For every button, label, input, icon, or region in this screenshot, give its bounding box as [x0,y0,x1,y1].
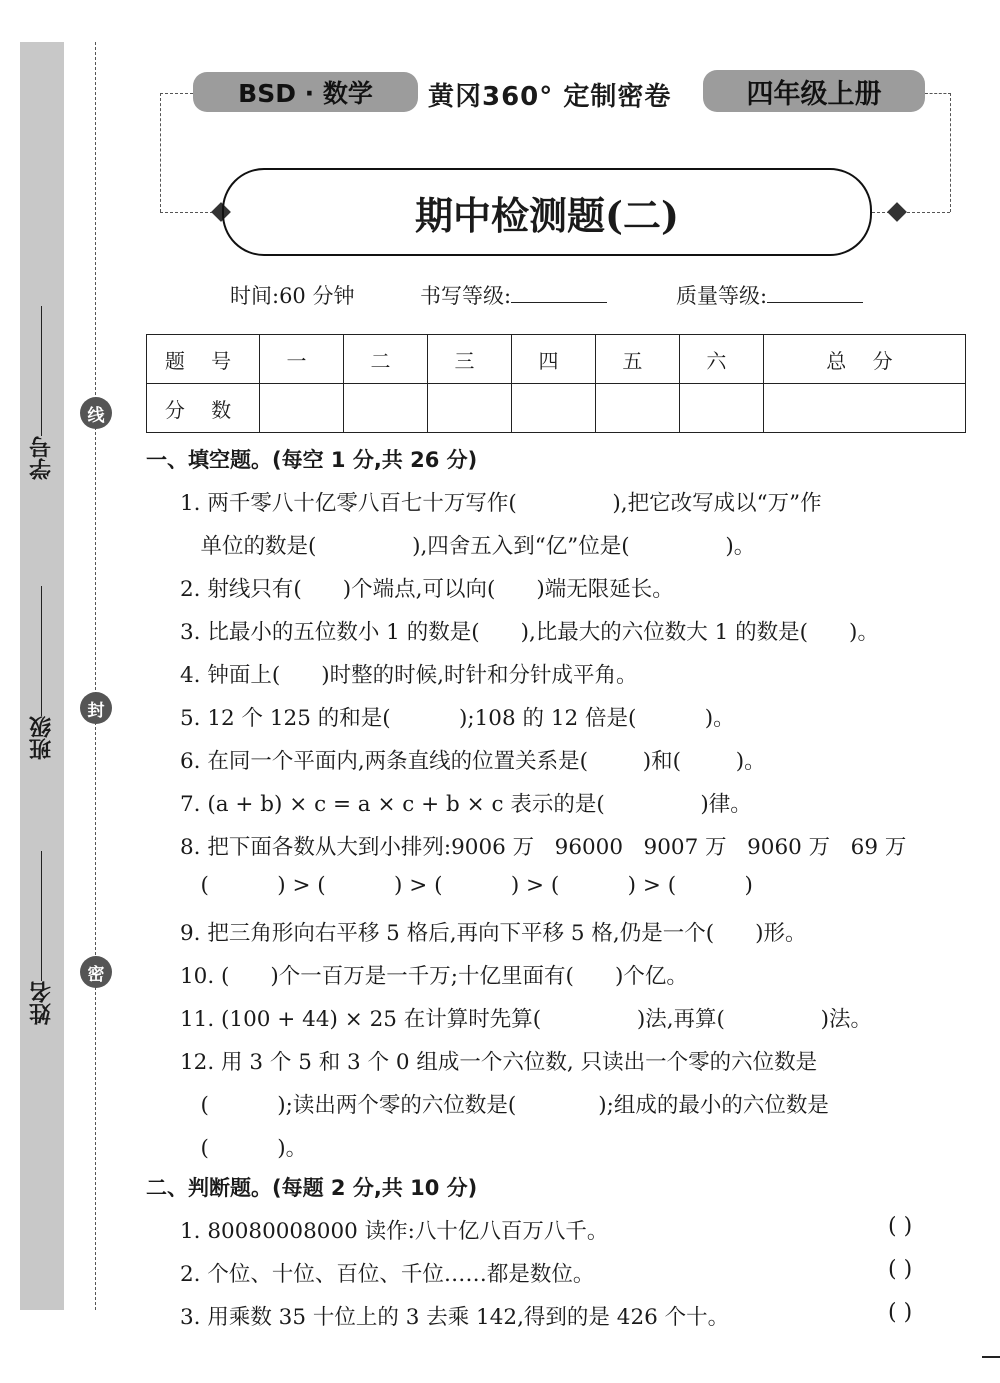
table-header-cell: 二 [343,335,427,384]
answer-paren[interactable]: ( ) [888,1257,913,1282]
dashed-connector [160,93,161,212]
diamond-ornament [887,202,907,222]
student-id-field [22,290,62,480]
score-cell[interactable] [763,384,965,433]
class-field [22,570,62,760]
grade-pill: 四年级上册 [703,70,925,112]
question-line: 8. 把下面各数从大到小排列:9006 万 96000 9007 万 9060 万 69 万 [180,835,907,860]
score-table-header-row [147,335,966,384]
class-blank[interactable] [42,586,43,716]
page-edge-mark [982,1356,1000,1358]
judgement-item: 2. 个位、十位、百位、千位……都是数位。 [180,1262,595,1287]
question-line: 7. (a + b) × c = a × c + b × c 表示的是( )律。 [180,792,752,817]
cut-line [95,42,96,1310]
question-line: 4. 钟面上( )时整的时候,时针和分针成平角。 [180,663,638,688]
subject-pill: BSD · 数学 [193,72,418,112]
question-line: 11. (100 + 44) × 25 在计算时先算( )法,再算( )法。 [180,1007,873,1032]
question-line: 1. 两千零八十亿零八百七十万写作( ),把它改写成以“万”作 [180,491,822,516]
score-cell[interactable] [260,384,344,433]
series-title: 黄冈360° 定制密卷 [428,82,672,112]
score-cell[interactable] [679,384,763,433]
table-header-cell: 总 分 [763,335,965,384]
question-line: 5. 12 个 125 的和是( );108 的 12 倍是( )。 [180,706,735,731]
exam-title [222,168,872,256]
table-header-cell: 题 号 [147,335,260,384]
exam-title-text: 期中检测题(二) [415,192,679,238]
score-cell[interactable] [427,384,511,433]
section2-title: 二、判断题。(每题 2 分,共 10 分) [146,1176,478,1200]
student-id-label: 学号 [29,436,55,480]
quality-grade [676,280,863,310]
table-header-cell: 五 [595,335,679,384]
dashed-connector [160,93,193,94]
score-row-label: 分 数 [147,384,260,433]
question-line: 9. 把三角形向右平移 5 格后,再向下平移 5 格,仍是一个( )形。 [180,921,807,946]
seal-line: 线 [80,397,112,429]
question-line: 10. ( )个一百万是一千万;十亿里面有( )个亿。 [180,964,688,989]
quality-grade-label: 质量等级: [676,284,768,308]
table-header-cell: 四 [511,335,595,384]
writing-grade-blank[interactable] [511,302,607,303]
judgement-item: 1. 80080008000 读作:八十亿八百万八千。 [180,1219,609,1244]
question-line: 单位的数是( ),四舍五入到“亿”位是( )。 [180,534,756,559]
dashed-connector [925,93,951,94]
dashed-connector [872,212,950,213]
table-header-cell: 三 [427,335,511,384]
answer-paren[interactable]: ( ) [888,1300,913,1325]
quality-grade-blank[interactable] [767,302,863,303]
dashed-connector [950,93,951,212]
score-cell[interactable] [511,384,595,433]
question-line: 3. 比最小的五位数小 1 的数是( ),比最大的六位数大 1 的数是( )。 [180,620,879,645]
seal-secret: 密 [80,956,112,988]
name-blank[interactable] [42,851,43,981]
score-table-score-row [147,384,966,433]
answer-paren[interactable]: ( ) [888,1214,913,1239]
name-label: 姓名 [29,981,55,1025]
score-cell[interactable] [343,384,427,433]
table-header-cell: 一 [260,335,344,384]
writing-grade-label: 书写等级: [420,284,512,308]
table-header-cell: 六 [679,335,763,384]
student-id-blank[interactable] [42,306,43,436]
question-line: ( )。 [180,1136,308,1161]
dashed-connector [160,212,218,213]
question-line: 12. 用 3 个 5 和 3 个 0 组成一个六位数, 只读出一个零的六位数是 [180,1050,818,1075]
seal-seal: 封 [80,692,112,724]
score-table [146,334,966,433]
question-line: 6. 在同一个平面内,两条直线的位置关系是( )和( )。 [180,749,766,774]
score-cell[interactable] [595,384,679,433]
question-line: 2. 射线只有( )个端点,可以向( )端无限延长。 [180,577,674,602]
question-line: ( ) > ( ) > ( ) > ( ) > ( ) [180,873,753,898]
section1-title: 一、填空题。(每空 1 分,共 26 分) [146,448,478,472]
question-line: ( );读出两个零的六位数是( );组成的最小的六位数是 [180,1093,829,1118]
writing-grade [420,280,607,310]
judgement-item: 3. 用乘数 35 十位上的 3 去乘 142,得到的是 426 个十。 [180,1305,730,1330]
class-label: 班级 [29,716,55,760]
name-field [22,835,62,1025]
time-info: 时间:60 分钟 [230,284,355,308]
